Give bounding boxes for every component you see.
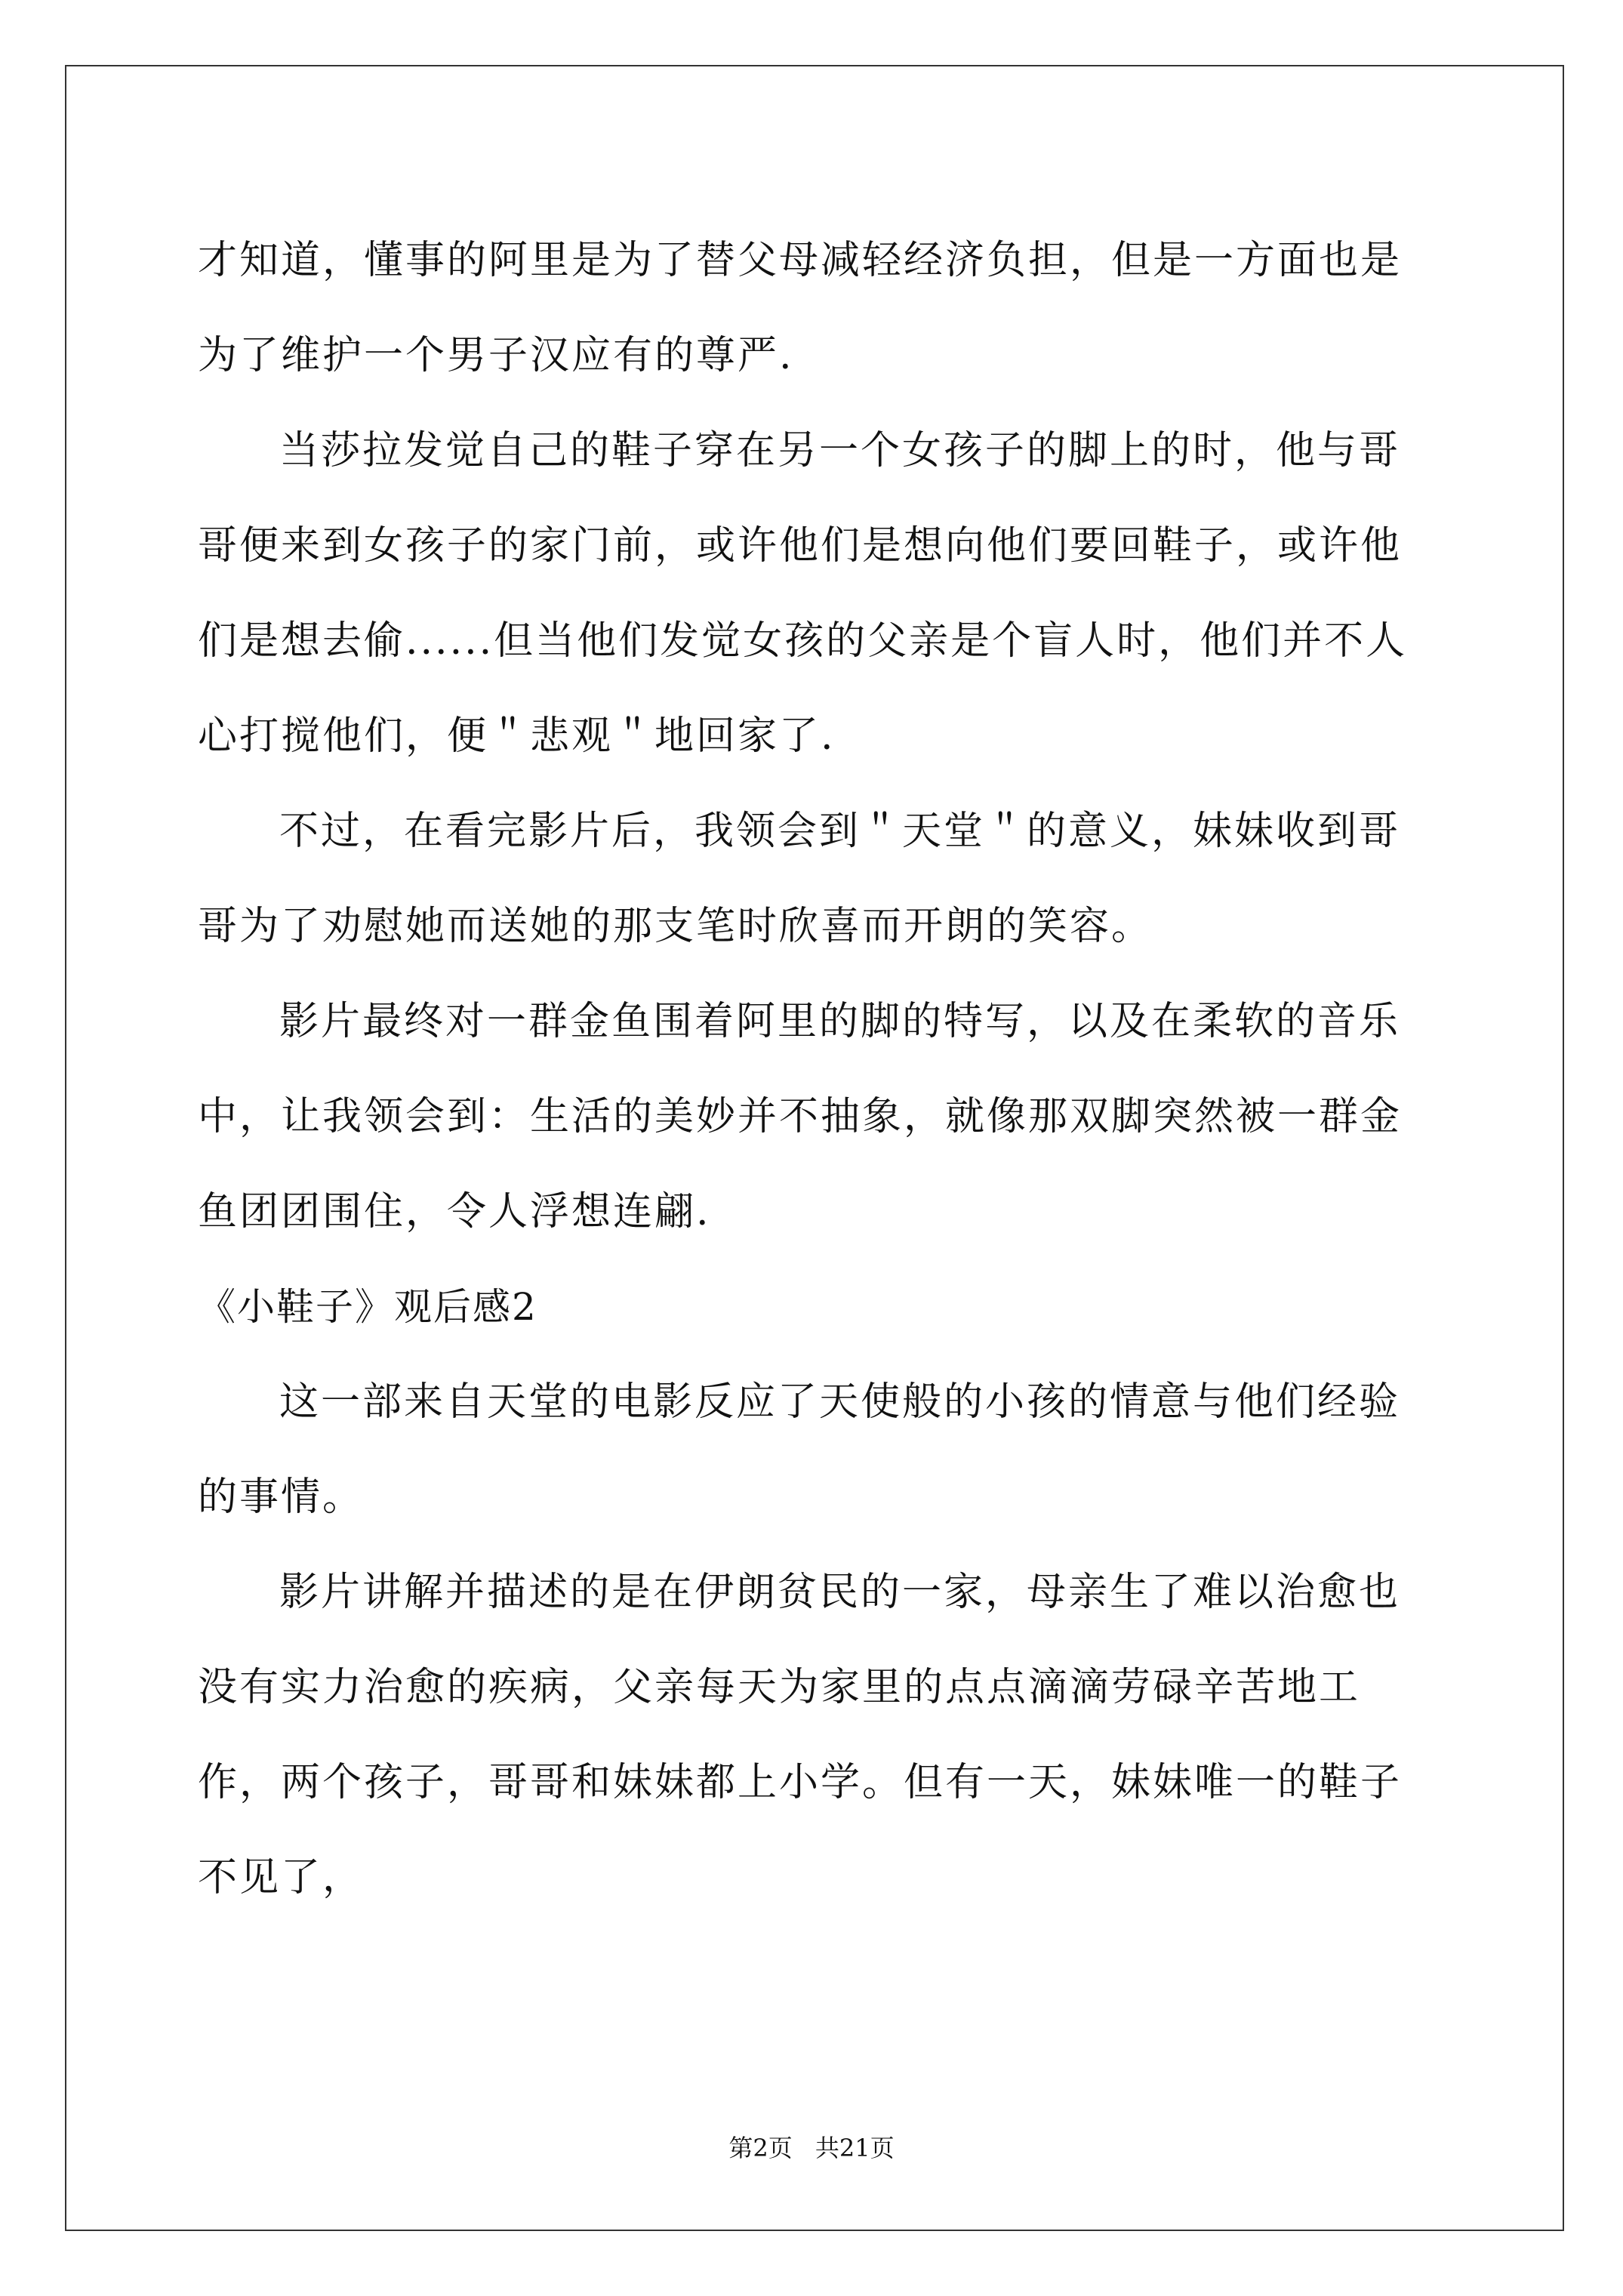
section-heading: 《小鞋子》观后感2	[198, 1285, 537, 1329]
paragraph-3: 不过，在看完影片后，我领会到＂天堂＂的意义，妹妹收到哥哥为了劝慰她而送她的那支笔时欣喜而开朗的笑容。	[198, 809, 1401, 949]
page-current: 第2页	[728, 2134, 793, 2162]
paragraph-5: 这一部来自天堂的电影反应了天使般的小孩的情意与他们经验的事情。	[198, 1379, 1401, 1520]
paragraph-4: 影片最终对一群金鱼围着阿里的脚的特写，以及在柔软的音乐中，让我领会到：生活的美妙并不抽象，就像那双脚突然被一群金鱼团团围住，令人浮想连翩.	[198, 999, 1403, 1234]
page-footer	[0, 2133, 1623, 2163]
page-total: 共21页	[815, 2134, 895, 2162]
paragraph-2: 当莎拉发觉自己的鞋子穿在另一个女孩子的脚上的时，他与哥哥便来到女孩子的家门前，或许他们是想向他们要回鞋子，或许他们是想去偷......但当他们发觉女孩的父亲是个盲人时，他们并不人心打搅他们，便＂悲观＂地回家了.	[198, 428, 1408, 759]
paragraph-6: 影片讲解并描述的是在伊朗贫民的一家，母亲生了难以治愈也没有实力治愈的疾病，父亲每天为家里的点点滴滴劳碌辛苦地工作，两个孩子，哥哥和妹妹都上小学。但有一天，妹妹唯一的鞋子不见了，	[198, 1570, 1403, 1900]
document-body	[198, 213, 1436, 1925]
paragraph-1: 才知道，懂事的阿里是为了替父母减轻经济负担，但是一方面也是为了维护一个男子汉应有的尊严.	[198, 238, 1403, 378]
